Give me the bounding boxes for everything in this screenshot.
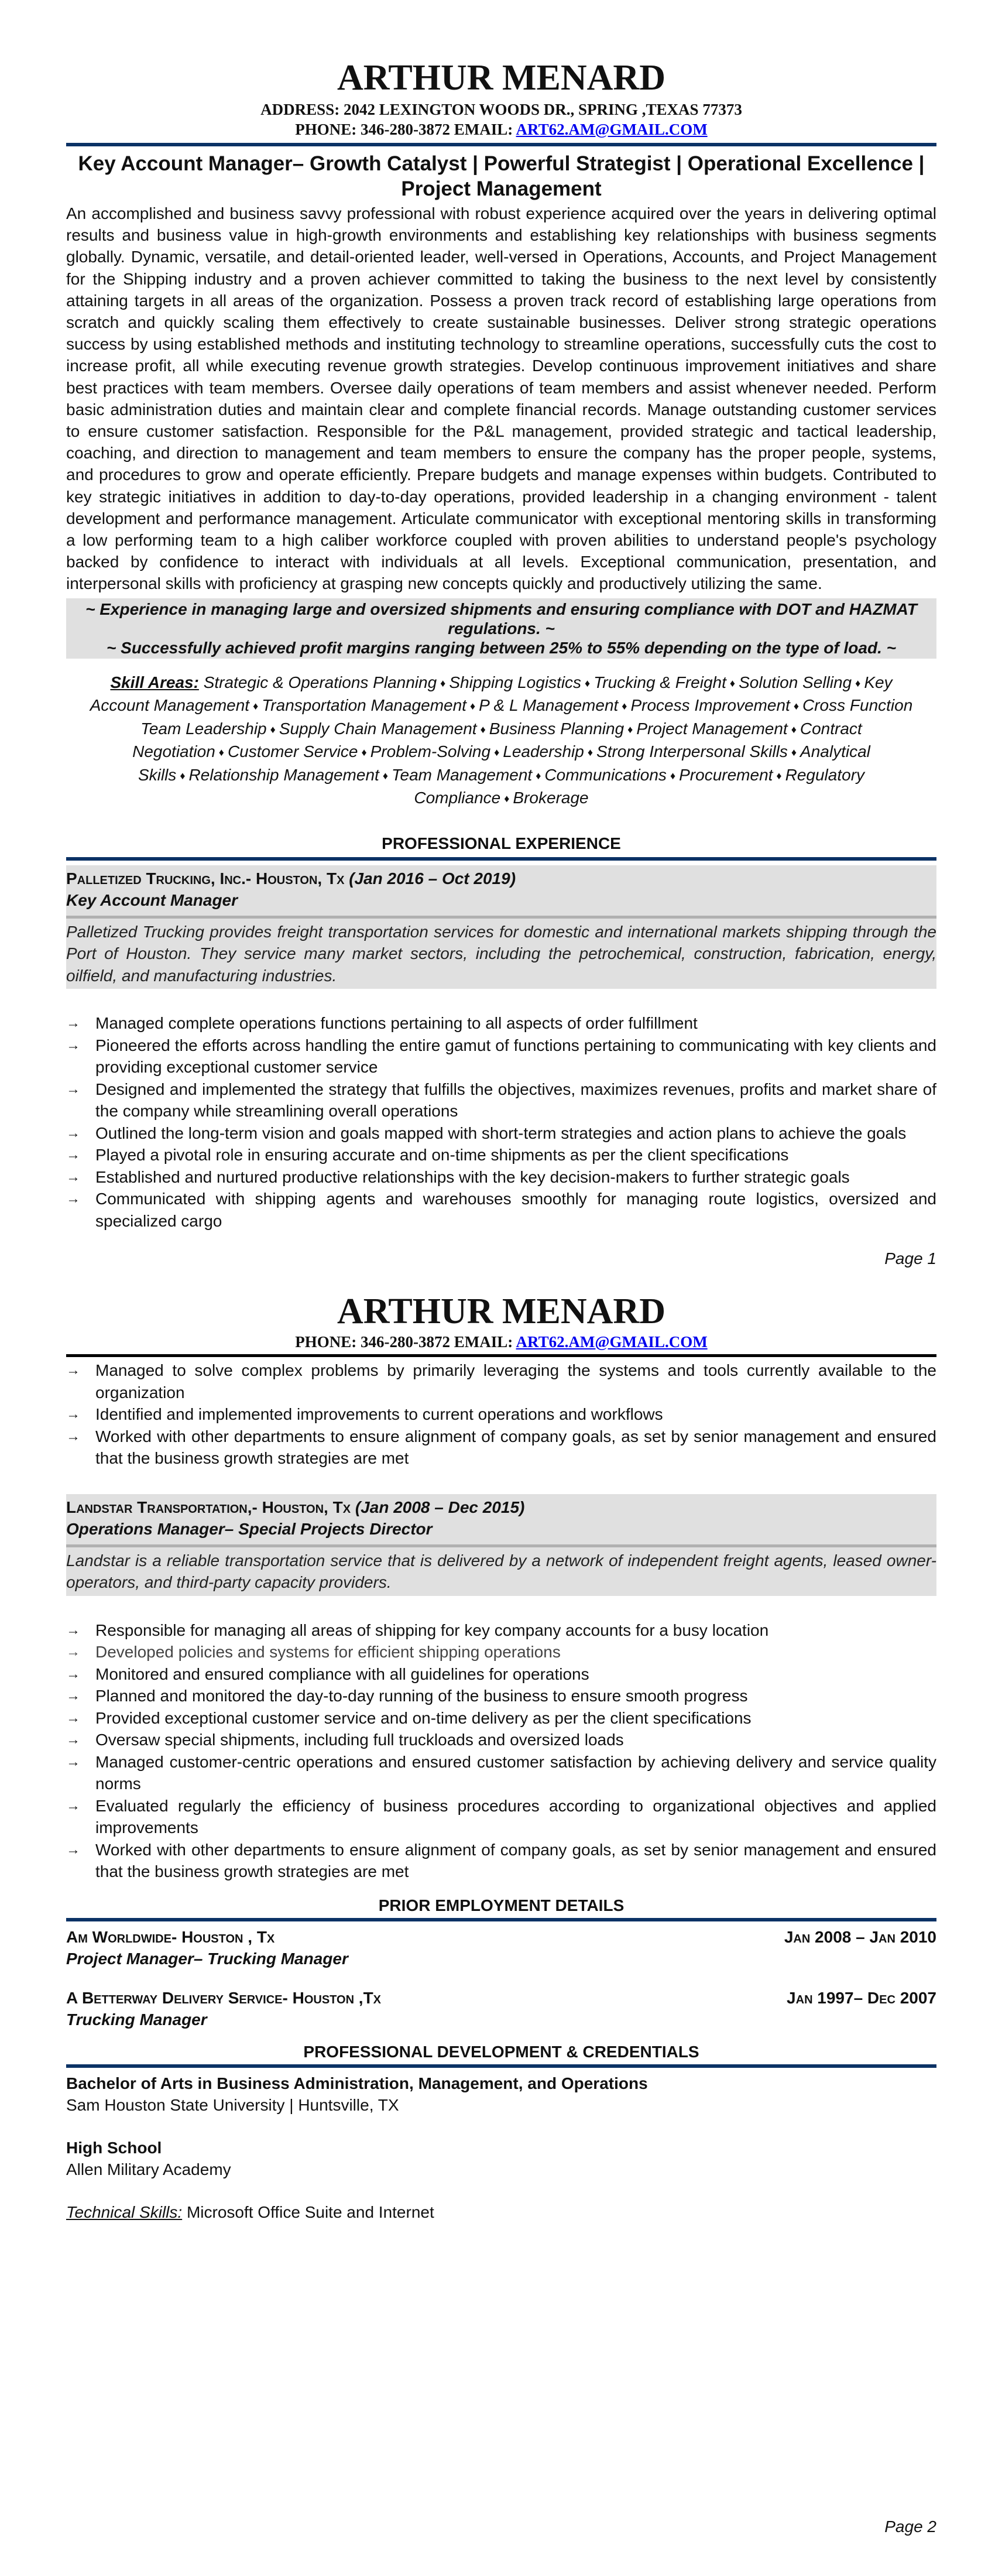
bullet-item: [66, 1188, 936, 1232]
diamond-icon: ♦: [791, 746, 797, 759]
bullet-item: [66, 1839, 936, 1883]
skill-item: Contract Negotiation: [132, 719, 862, 761]
divider: [66, 916, 936, 919]
bullet-item: [66, 1795, 936, 1839]
divider: [66, 1544, 936, 1547]
skill-item: Brokerage: [513, 789, 589, 807]
diamond-icon: ♦: [536, 769, 541, 782]
job-title: Operations Manager– Special Projects Director: [66, 1519, 433, 1538]
bullet-text: Designed and implemented the strategy that fulfills the objectives, maximizes revenues, profits and market share of the company while streamlining overall operations: [95, 1080, 936, 1121]
bullet-item: [66, 1144, 936, 1166]
skill-item: Process Improvement: [630, 696, 790, 715]
company-text: Landstar Transportation,- Houston, Tx: [66, 1498, 355, 1516]
bullet-text: Monitored and ensured compliance with all guidelines for operations: [95, 1664, 589, 1683]
company-name: A Betterway Delivery Service- Houston ,Tx: [66, 1988, 382, 2007]
company-name: [66, 868, 936, 889]
diamond-icon: ♦: [253, 700, 259, 712]
arrow-right-icon: →: [66, 1362, 80, 1378]
email-link[interactable]: ART62.AM@GMAIL.COM: [516, 121, 708, 138]
diamond-icon: ♦: [776, 769, 782, 782]
prior-job: [66, 1926, 936, 1969]
bullet-item: [66, 1078, 936, 1122]
skill-item: Customer Service: [227, 742, 358, 761]
bullet-item: [66, 1685, 936, 1707]
diamond-icon: ♦: [793, 700, 799, 712]
bullet-item: [66, 1751, 936, 1795]
diamond-icon: ♦: [480, 723, 486, 735]
bullet-item: [66, 1619, 936, 1642]
company-description: Palletized Trucking provides freight transportation services for domestic and international markets shipping through the Port of Houston. They service many market sectors, including the petrochemical, construction, fabrication, energy, oilfield, and manufacturing industries.: [66, 922, 936, 985]
diamond-icon: ♦: [504, 793, 510, 805]
skill-item: Relationship Management: [188, 765, 379, 784]
job-bullets: [66, 1359, 936, 1469]
skill-areas: [90, 672, 913, 810]
arrow-right-icon: →: [66, 1081, 80, 1097]
diamond-icon: ♦: [791, 723, 797, 735]
job-dates: (Jan 2016 – Oct 2019): [349, 869, 516, 888]
diamond-icon: ♦: [587, 746, 593, 759]
diamond-icon: ♦: [270, 723, 276, 735]
diamond-icon: ♦: [469, 700, 476, 712]
bullet-item: [66, 1012, 936, 1034]
bullet-text: Responsible for managing all areas of shipping for key company accounts for a busy location: [95, 1621, 769, 1639]
prior-job: [66, 1987, 936, 2030]
bullet-item: [66, 1729, 936, 1751]
arrow-right-icon: →: [66, 1169, 80, 1185]
arrow-right-icon: →: [66, 1666, 80, 1682]
highlight: ~ Experience in managing large and oversized shipments and ensuring compliance with DOT and HAZMAT regulations. ~: [85, 600, 917, 638]
highlight: ~ Successfully achieved profit margins ranging between 25% to 55% depending on the type of load. ~: [107, 638, 896, 657]
diamond-icon: ♦: [361, 746, 367, 759]
skill-item: Regulatory Compliance: [414, 765, 865, 807]
bullet-text: Identified and implemented improvements to current operations and workflows: [95, 1405, 663, 1423]
bullet-item: [66, 1403, 936, 1426]
bullet-item: [66, 1034, 936, 1078]
bullet-item: [66, 1707, 936, 1729]
job-header: [66, 1494, 936, 1596]
diamond-icon: ♦: [218, 746, 224, 759]
skill-item: Project Management: [636, 719, 788, 738]
arrow-right-icon: →: [66, 1406, 80, 1422]
arrow-right-icon: →: [66, 1753, 80, 1770]
education-item: [66, 2073, 936, 2116]
bullet-text: Provided exceptional customer service and on-time delivery as per the client specifications: [95, 1708, 752, 1727]
diamond-icon: ♦: [440, 677, 446, 689]
highlights-box: [66, 598, 936, 659]
arrow-right-icon: →: [66, 1147, 80, 1163]
bullet-item: [66, 1663, 936, 1686]
arrow-right-icon: →: [66, 1841, 80, 1858]
skill-item: Cross Function Team Leadership: [140, 696, 913, 738]
bullet-item: [66, 1122, 936, 1145]
divider: [66, 1918, 936, 1921]
bullet-text: Worked with other departments to ensure alignment of company goals, as set by senior management and ensured that the business growth strategies are met: [95, 1840, 936, 1880]
technical-skills-label: Technical Skills:: [66, 2202, 183, 2221]
bullet-text: Outlined the long-term vision and goals mapped with short-term strategies and action plans to achieve the goals: [95, 1123, 907, 1142]
arrow-right-icon: →: [66, 1688, 80, 1704]
summary: An accomplished and business savvy professional with robust experience acquired over the years in delivering optimal results and business value in high-growth environments and establishing key relationships with business segments globally. Dynamic, versatile, and detail-oriented leader, well-versed in Operations, Accounts, and Project Management for the Shipping industry and a proven achiever committed to taking the business to the next level by consistently attaining targets in all areas of the organization. Possess a proven track record of establishing large operations from scratch and quickly scaling them effectively to create sustainable businesses. Deliver strong strategic operations success by using established methods and instituting technology to streamline operations, successfully cuts the cost to increase profit, all while executing revenue growth strategies. Develop continuous improvement initiatives and share best practices with team members. Oversee daily operations of team members and assist whenever needed. Perform basic administration duties and maintain clear and complete financial records. Manage outstanding customer services to ensure customer satisfaction. Responsible for the P&L management, provided strategic and tactical leadership, coaching, and direction to management and team members to ensure the company has the proper people, systems, and procedures to grow and operate efficiently. Prepare budgets and manage expenses within budgets. Contributed to key strategic initiatives in addition to day-to-day operations, provided leadership in a changing environment - talent development and performance management. Articulate communicator with exceptional mentoring skills in transforming a low performing team to a high caliber workforce coupled with proven abilities to understand people's psychology backed by confidence to interact with individuals at all levels. Exceptional communication, presentation, and interpersonal skills with proficiency at grasping new concepts quickly and productively utilizing the same.: [66, 204, 936, 593]
school: Sam Houston State University | Huntsville, TX: [66, 2095, 399, 2114]
skill-item: Team Management: [392, 765, 533, 784]
technical-skills-value: Microsoft Office Suite and Internet: [182, 2202, 434, 2221]
arrow-right-icon: →: [66, 1644, 80, 1660]
skill-item: Problem-Solving: [370, 742, 491, 761]
job-dates: Jan 1997– Dec 2007: [787, 1988, 936, 2007]
bullet-text: Played a pivotal role in ensuring accurate and on-time shipments as per the client specifications: [95, 1146, 789, 1164]
headline: Key Account Manager– Growth Catalyst | Powerful Strategist | Operational Excellence | Project Management: [78, 152, 925, 200]
arrow-right-icon: →: [66, 1037, 80, 1053]
skill-item: Communications: [544, 765, 667, 784]
arrow-right-icon: →: [66, 1732, 80, 1748]
skill-item: Solution Selling: [739, 673, 852, 691]
address: ADDRESS: 2042 LEXINGTON WOODS DR., SPRING ,TEXAS 77373: [260, 101, 742, 118]
skill-item: P & L Management: [479, 696, 619, 715]
skill-item: Supply Chain Management: [279, 719, 477, 738]
email-link[interactable]: ART62.AM@GMAIL.COM: [516, 1333, 708, 1351]
section-title-prior: PRIOR EMPLOYMENT DETAILS: [378, 1896, 625, 1914]
candidate-name: ARTHUR MENARD: [337, 1292, 665, 1331]
skill-areas-label: Skill Areas:: [110, 673, 199, 691]
bullet-text: Established and nurtured productive relationships with the key decision-makers to further strategic goals: [95, 1167, 850, 1186]
skill-item: Analytical Skills: [138, 742, 870, 784]
skill-item: Transportation Management: [262, 696, 466, 715]
arrow-right-icon: →: [66, 1622, 80, 1638]
divider: [66, 2064, 936, 2068]
skill-item: Leadership: [503, 742, 584, 761]
bullet-item: [66, 1166, 936, 1188]
resume-page-1: [66, 0, 936, 1268]
degree: Bachelor of Arts in Business Administration, Management, and Operations: [66, 2074, 648, 2092]
section-title-education: PROFESSIONAL DEVELOPMENT & CREDENTIALS: [303, 2042, 699, 2061]
diamond-icon: ♦: [622, 700, 627, 712]
arrow-right-icon: →: [66, 1015, 80, 1032]
phone-label: PHONE: 346-280-3872 EMAIL:: [295, 1333, 516, 1351]
bullet-text: Oversaw special shipments, including full truckloads and oversized loads: [95, 1731, 624, 1749]
company-description: Landstar is a reliable transportation service that is delivered by a network of independent freight agents, leased owner-operators, and third-party capacity providers.: [66, 1551, 936, 1591]
bullet-text: Developed policies and systems for efficient shipping operations: [95, 1643, 561, 1661]
skill-item: Procurement: [679, 765, 773, 784]
diamond-icon: ♦: [382, 769, 388, 782]
job-dates: (Jan 2008 – Dec 2015): [355, 1498, 525, 1516]
company-text: Palletized Trucking, Inc.- Houston, Tx: [66, 869, 349, 888]
arrow-right-icon: →: [66, 1710, 80, 1726]
job-bullets: [66, 1012, 936, 1232]
section-title-experience: PROFESSIONAL EXPERIENCE: [382, 834, 621, 852]
diamond-icon: ♦: [855, 677, 861, 689]
skill-item: Trucking & Freight: [593, 673, 726, 691]
company-name: [66, 1496, 936, 1518]
diamond-icon: ♦: [585, 677, 591, 689]
company-name: Am Worldwide- Houston , Tx: [66, 1927, 275, 1946]
skill-item: Business Planning: [489, 719, 625, 738]
skill-item: Strong Interpersonal Skills: [596, 742, 788, 761]
bullet-text: Pioneered the efforts across handling the entire gamut of functions pertaining to communicating with key clients and providing exceptional customer service: [95, 1036, 936, 1077]
arrow-right-icon: →: [66, 1428, 80, 1444]
page-number: Page 2: [884, 2517, 936, 2536]
diamond-icon: ♦: [627, 723, 633, 735]
diamond-icon: ♦: [494, 746, 500, 759]
skill-item: Shipping Logistics: [449, 673, 582, 691]
school: Allen Military Academy: [66, 2160, 231, 2178]
arrow-right-icon: →: [66, 1125, 80, 1141]
bullet-text: Evaluated regularly the efficiency of business procedures according to organizational objectives and applied improvements: [95, 1796, 936, 1837]
divider: [66, 143, 936, 146]
job-title: Project Manager– Trucking Manager: [66, 1949, 348, 1968]
bullet-item: [66, 1426, 936, 1469]
job-header: [66, 865, 936, 989]
job-dates: Jan 2008 – Jan 2010: [784, 1927, 936, 1946]
bullet-text: Communicated with shipping agents and warehouses smoothly for managing route logistics, oversized and specialized cargo: [95, 1190, 936, 1230]
diamond-icon: ♦: [729, 677, 736, 689]
job-title: Trucking Manager: [66, 2010, 207, 2029]
diamond-icon: ♦: [180, 769, 186, 782]
bullet-text: Managed customer-centric operations and ensured customer satisfaction by achieving delivery and service quality norms: [95, 1752, 936, 1793]
bullet-text: Managed to solve complex problems by primarily leveraging the systems and tools currently available to the organization: [95, 1361, 936, 1402]
education-item: [66, 2137, 936, 2180]
contact-line: [66, 119, 936, 139]
job-bullets: [66, 1619, 936, 1883]
page-number: Page 1: [884, 1249, 936, 1268]
bullet-item: [66, 1359, 936, 1403]
arrow-right-icon: →: [66, 1191, 80, 1207]
diamond-icon: ♦: [670, 769, 676, 782]
bullet-item: [66, 1641, 936, 1663]
contact-line: [66, 1332, 936, 1352]
skill-item: Strategic & Operations Planning: [203, 673, 437, 691]
bullet-text: Managed complete operations functions pertaining to all aspects of order fulfillment: [95, 1014, 698, 1033]
bullet-text: Worked with other departments to ensure alignment of company goals, as set by senior management and ensured that the business growth strategies are met: [95, 1427, 936, 1467]
resume-page-2: [66, 1291, 936, 2223]
skill-item: Key Account Management: [90, 673, 893, 715]
divider: [66, 1354, 936, 1357]
arrow-right-icon: →: [66, 1797, 80, 1814]
phone-label: PHONE: 346-280-3872 EMAIL:: [295, 121, 516, 138]
candidate-name: ARTHUR MENARD: [337, 58, 665, 98]
divider: [66, 857, 936, 861]
job-title: Key Account Manager: [66, 890, 238, 909]
bullet-text: Planned and monitored the day-to-day running of the business to ensure smooth progress: [95, 1687, 748, 1705]
degree: High School: [66, 2138, 162, 2157]
technical-skills: [66, 2201, 936, 2223]
